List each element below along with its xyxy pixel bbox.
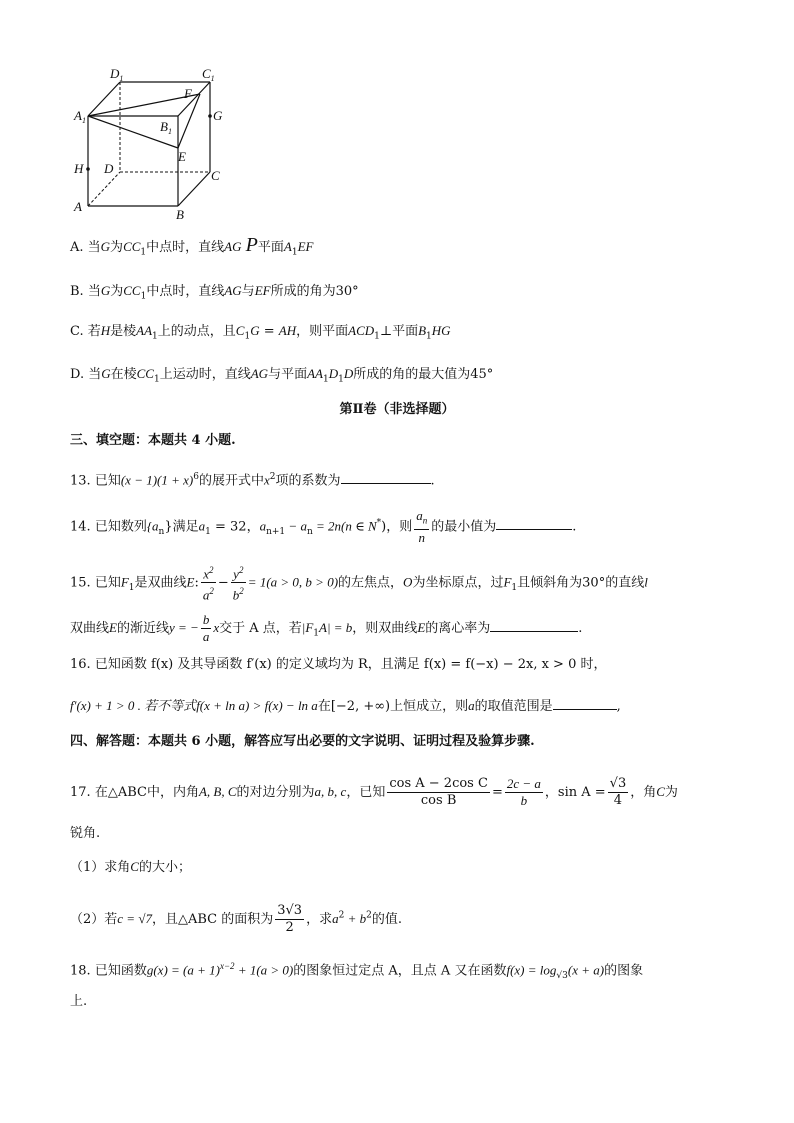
question-17-line2: 锐角.	[70, 826, 101, 841]
label-g: G	[213, 108, 223, 123]
question-16: 16. 已知函数 f(x) 及其导函数 f′(x) 的定义域均为 R，且满足 f(x) = f(−x) − 2x, x > 0 时，	[70, 657, 607, 672]
point-h	[86, 167, 90, 171]
question-15: 15. 已知$F_1$是双曲线E: $\frac{x^2}{a^2}$ − $\frac{y^2}{b^2}$ = 1(a > 0, b > 0)的左焦点，O为坐标原点，过$F_1$且倾斜角为30°的直线l	[70, 562, 648, 604]
label-c: C	[211, 168, 220, 183]
parallel-symbol: P	[245, 234, 258, 256]
label-c1: $C_1$	[202, 66, 215, 83]
question-17-part1: （1）求角C的大小；	[70, 859, 191, 875]
option-c: C. 若H是棱$AA_1$上的动点，且$C_1G$ = AH，则平面$ACD_1\perp$平面$B_1HG$	[70, 323, 451, 342]
part4-title: 四、解答题：本题共 6 小题，解答应写出必要的文字说明、证明过程及验算步骤.	[70, 734, 535, 749]
edge-fe	[178, 94, 200, 148]
label-a: A	[74, 199, 82, 214]
question-17: 17. 在△ABC中，内角A, B, C的对边分别为a, b, c，已知 $\frac{\text{cos A − 2cos C}}{\text{cos B}}$ = $\frac{2c - a}{b}$ ，sin A = $\frac{√3}{4}$ ，角C为	[70, 776, 678, 808]
edge-bc	[178, 172, 210, 206]
cube-figure	[60, 60, 240, 230]
answer-blank-14[interactable]	[496, 517, 572, 530]
question-18-line2: 上.	[70, 994, 88, 1009]
question-15-line2: 双曲线E的渐近线y = − $\frac{b}{a}$ x交于 A 点，若$|F_1A| = b$，则双曲线E的离心率为 .	[70, 612, 583, 644]
question-17-part2: （2）若c = √7，且△ABC 的面积为 $\frac{3√3}{2}$ ，求$a^2 + b^2$的值.	[70, 903, 402, 935]
label-e: E	[178, 149, 186, 164]
option-a: A. 当G为$CC_1$中点时，直线AG P平面$A_1EF$	[70, 234, 314, 258]
question-16-line2: f′(x) + 1 > 0 . 若不等式f(x + ln a) > f(x) − ln a在[−2, +∞)上恒成立，则a的取值范围是 ,	[70, 698, 621, 714]
part3-title: 三、填空题：本题共 4 小题.	[70, 433, 236, 448]
edge-c1b1	[178, 82, 210, 116]
label-b: B	[176, 207, 184, 222]
label-b1: $B_1$	[160, 119, 172, 136]
answer-blank-15[interactable]	[490, 619, 578, 632]
section2-title: 第Ⅱ卷（非选择题）	[339, 402, 455, 417]
point-g	[208, 114, 212, 118]
question-14: 14. 已知数列$\{a_n\}$满足$a_1 = 32$，$a_{n+1} - a_n = 2n(n$ ∈ N*)，则 $\frac{a_n}{n}$ 的最小值为 .	[70, 508, 577, 545]
label-a1: $A_1$	[74, 108, 86, 125]
label-d: D	[104, 161, 114, 176]
question-18: 18. 已知函数$g(x) = (a + 1)^{x-2} + 1(a > 0)$的图象恒过定点 A，且点 A 又在函数$f(x) = \log_{√3}(x + a)$的图象	[70, 961, 644, 981]
label-f: F	[184, 86, 192, 101]
question-13: 13. 已知$(x - 1)(1 + x)^6$的展开式中$x^2$项的系数为 .	[70, 472, 435, 489]
answer-blank-16[interactable]	[553, 697, 617, 710]
edge-ad-hidden	[88, 172, 120, 206]
answer-blank-13[interactable]	[341, 471, 431, 484]
option-b: B. 当G为$CC_1$中点时，直线AG与EF所成的角为30°	[70, 283, 359, 302]
label-d1: $D_1$	[110, 66, 124, 83]
option-d: D. 当G在棱$CC_1$上运动时，直线AG与平面$AA_1D_1D$所成的角的最大值为45°	[70, 366, 494, 385]
label-h: H	[74, 161, 84, 176]
